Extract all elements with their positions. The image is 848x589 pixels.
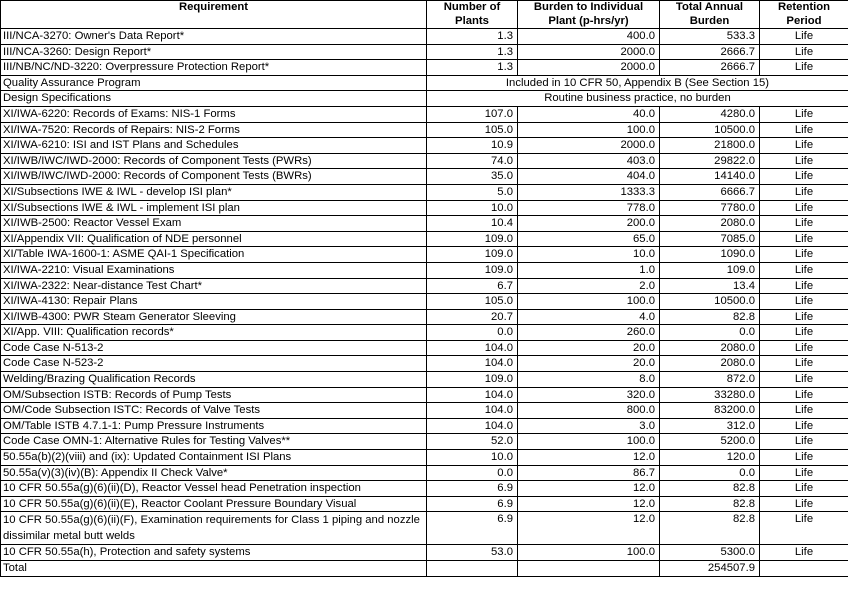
burden-cell: 100.0: [518, 434, 660, 450]
burden-cell: 800.0: [518, 403, 660, 419]
table-row: [1, 138, 848, 154]
burden-cell: 778.0: [518, 200, 660, 216]
burden-cell: 100.0: [518, 545, 660, 561]
total-cell: 2080.0: [660, 216, 760, 232]
table-row: [1, 372, 848, 388]
plants-cell: 6.9: [427, 496, 518, 512]
total-cell: 82.8: [660, 481, 760, 497]
burden-cell: 100.0: [518, 122, 660, 138]
burden-cell: 1333.3: [518, 184, 660, 200]
requirement-cell: OM/Table ISTB 4.7.1-1: Pump Pressure Instruments: [1, 418, 427, 434]
retention-cell: Life: [760, 294, 848, 310]
table-row: [1, 60, 848, 76]
total-row: [1, 561, 848, 577]
total-label: Total: [1, 561, 427, 577]
requirement-cell: 50.55a(b)(2)(viii) and (ix): Updated Containment ISI Plans: [1, 450, 427, 466]
plants-cell: 104.0: [427, 340, 518, 356]
retention-cell: Life: [760, 512, 848, 545]
requirement-cell: XI/IWB/IWC/IWD-2000: Records of Component Tests (PWRs): [1, 153, 427, 169]
plants-cell: 109.0: [427, 247, 518, 263]
table-row: [1, 184, 848, 200]
table-row: [1, 309, 848, 325]
burden-cell: 404.0: [518, 169, 660, 185]
burden-cell: 20.0: [518, 340, 660, 356]
header-burden-individual: Burden to Individual Plant (p-hrs/yr): [518, 1, 660, 29]
total-cell: 533.3: [660, 29, 760, 45]
plants-cell: 1.3: [427, 44, 518, 60]
plants-cell: 104.0: [427, 418, 518, 434]
table-row: [1, 278, 848, 294]
retention-cell: Life: [760, 44, 848, 60]
note-cell: Included in 10 CFR 50, Appendix B (See Section 15): [427, 75, 848, 91]
burden-cell: 86.7: [518, 465, 660, 481]
retention-cell: Life: [760, 216, 848, 232]
requirement-cell: 50.55a(v)(3)(iv)(B): Appendix II Check Valve*: [1, 465, 427, 481]
total-cell: 2666.7: [660, 60, 760, 76]
plants-cell: 10.0: [427, 200, 518, 216]
note-cell: Routine business practice, no burden: [427, 91, 848, 107]
total-cell: 5200.0: [660, 434, 760, 450]
retention-cell: Life: [760, 122, 848, 138]
total-cell: 7085.0: [660, 231, 760, 247]
total-cell: 5300.0: [660, 545, 760, 561]
header-plants: Number of Plants: [427, 1, 518, 29]
retention-cell: Life: [760, 247, 848, 263]
plants-cell: 6.9: [427, 512, 518, 545]
plants-cell: 6.9: [427, 481, 518, 497]
burden-cell: 320.0: [518, 387, 660, 403]
requirement-cell: XI/IWA-2210: Visual Examinations: [1, 262, 427, 278]
total-cell: 82.8: [660, 496, 760, 512]
table-row: [1, 106, 848, 122]
plants-cell: 105.0: [427, 294, 518, 310]
plants-cell: 35.0: [427, 169, 518, 185]
plants-cell: 1.3: [427, 29, 518, 45]
retention-cell: Life: [760, 340, 848, 356]
requirement-cell: XI/Table IWA-1600-1: ASME QAI-1 Specification: [1, 247, 427, 263]
total-cell: 120.0: [660, 450, 760, 466]
retention-cell: Life: [760, 60, 848, 76]
retention-cell: Life: [760, 372, 848, 388]
total-cell: 2666.7: [660, 44, 760, 60]
total-cell: 14140.0: [660, 169, 760, 185]
burden-cell: 65.0: [518, 231, 660, 247]
total-cell: 21800.0: [660, 138, 760, 154]
burden-cell: 12.0: [518, 512, 660, 545]
total-cell: 83200.0: [660, 403, 760, 419]
retention-cell: Life: [760, 418, 848, 434]
burden-cell: 2000.0: [518, 138, 660, 154]
total-cell: 0.0: [660, 325, 760, 341]
total-cell: 2080.0: [660, 340, 760, 356]
total-cell: 0.0: [660, 465, 760, 481]
table-row: [1, 450, 848, 466]
table-row: [1, 387, 848, 403]
plants-cell: 10.0: [427, 450, 518, 466]
plants-cell: 104.0: [427, 356, 518, 372]
retention-cell: Life: [760, 481, 848, 497]
total-cell: 29822.0: [660, 153, 760, 169]
retention-cell: Life: [760, 434, 848, 450]
total-cell: 872.0: [660, 372, 760, 388]
table-row: [1, 247, 848, 263]
requirement-cell: Welding/Brazing Qualification Records: [1, 372, 427, 388]
requirement-cell: 10 CFR 50.55a(h), Protection and safety systems: [1, 545, 427, 561]
requirement-cell: III/NCA-3270: Owner's Data Report*: [1, 29, 427, 45]
requirement-cell: XI/IWA-2322: Near-distance Test Chart*: [1, 278, 427, 294]
retention-cell: Life: [760, 262, 848, 278]
plants-cell: 0.0: [427, 325, 518, 341]
total-cell: 10500.0: [660, 294, 760, 310]
retention-cell: Life: [760, 496, 848, 512]
burden-cell: 12.0: [518, 450, 660, 466]
table-row: [1, 356, 848, 372]
total-cell: 7780.0: [660, 200, 760, 216]
total-cell: 13.4: [660, 278, 760, 294]
requirement-cell: III/NB/NC/ND-3220: Overpressure Protection Report*: [1, 60, 427, 76]
total-plants: [427, 561, 518, 577]
requirement-cell: XI/Appendix VII: Qualification of NDE personnel: [1, 231, 427, 247]
header-requirement: Requirement: [1, 1, 427, 29]
header-row: [1, 1, 848, 29]
total-cell: 1090.0: [660, 247, 760, 263]
plants-cell: 109.0: [427, 231, 518, 247]
retention-cell: Life: [760, 387, 848, 403]
burden-cell: 260.0: [518, 325, 660, 341]
requirement-cell: XI/IWA-6210: ISI and IST Plans and Schedules: [1, 138, 427, 154]
table-row: [1, 294, 848, 310]
plants-cell: 104.0: [427, 387, 518, 403]
retention-cell: Life: [760, 356, 848, 372]
retention-cell: Life: [760, 450, 848, 466]
total-cell: 109.0: [660, 262, 760, 278]
burden-cell: 400.0: [518, 29, 660, 45]
retention-cell: Life: [760, 138, 848, 154]
retention-cell: Life: [760, 200, 848, 216]
plants-cell: 10.4: [427, 216, 518, 232]
table-row: [1, 153, 848, 169]
table-row: [1, 481, 848, 497]
table-row: [1, 231, 848, 247]
retention-cell: Life: [760, 325, 848, 341]
plants-cell: 1.3: [427, 60, 518, 76]
plants-cell: 74.0: [427, 153, 518, 169]
table-row: [1, 545, 848, 561]
total-cell: 33280.0: [660, 387, 760, 403]
table-row: [1, 29, 848, 45]
requirement-cell: XI/Subsections IWE & IWL - implement ISI plan: [1, 200, 427, 216]
total-cell: 10500.0: [660, 122, 760, 138]
requirement-cell: XI/IWA-6220: Records of Exams: NIS-1 Forms: [1, 106, 427, 122]
burden-cell: 10.0: [518, 247, 660, 263]
table-body: [1, 29, 848, 561]
requirement-cell: XI/App. VIII: Qualification records*: [1, 325, 427, 341]
burden-cell: 12.0: [518, 496, 660, 512]
total-cell: 2080.0: [660, 356, 760, 372]
requirement-cell: XI/IWB/IWC/IWD-2000: Records of Component Tests (BWRs): [1, 169, 427, 185]
table-row: [1, 44, 848, 60]
table-row: [1, 216, 848, 232]
requirement-cell: OM/Subsection ISTB: Records of Pump Tests: [1, 387, 427, 403]
requirement-cell: XI/IWB-2500: Reactor Vessel Exam: [1, 216, 427, 232]
requirement-cell: OM/Code Subsection ISTC: Records of Valve Tests: [1, 403, 427, 419]
plants-cell: 104.0: [427, 403, 518, 419]
total-cell: 312.0: [660, 418, 760, 434]
retention-cell: Life: [760, 545, 848, 561]
requirement-cell: XI/IWB-4300: PWR Steam Generator Sleeving: [1, 309, 427, 325]
requirement-cell: III/NCA-3260: Design Report*: [1, 44, 427, 60]
total-retention: [760, 561, 848, 577]
requirement-cell: 10 CFR 50.55a(g)(6)(ii)(E), Reactor Coolant Pressure Boundary Visual: [1, 496, 427, 512]
burden-cell: 12.0: [518, 481, 660, 497]
retention-cell: Life: [760, 184, 848, 200]
table-row: [1, 340, 848, 356]
retention-cell: Life: [760, 29, 848, 45]
plants-cell: 5.0: [427, 184, 518, 200]
table-row: [1, 91, 848, 107]
total-burden: 254507.9: [660, 561, 760, 577]
header-total-burden: Total Annual Burden: [660, 1, 760, 29]
requirement-cell: XI/Subsections IWE & IWL - develop ISI plan*: [1, 184, 427, 200]
table-row: [1, 465, 848, 481]
plants-cell: 6.7: [427, 278, 518, 294]
burden-cell: 2.0: [518, 278, 660, 294]
retention-cell: Life: [760, 231, 848, 247]
burden-cell: 3.0: [518, 418, 660, 434]
requirement-cell: Code Case N-523-2: [1, 356, 427, 372]
burden-cell: 2000.0: [518, 60, 660, 76]
burden-cell: 8.0: [518, 372, 660, 388]
burden-cell: 20.0: [518, 356, 660, 372]
total-cell: 4280.0: [660, 106, 760, 122]
total-cell: 82.8: [660, 309, 760, 325]
burden-cell: 4.0: [518, 309, 660, 325]
table-row: [1, 325, 848, 341]
plants-cell: 0.0: [427, 465, 518, 481]
burden-cell: 100.0: [518, 294, 660, 310]
table-row: [1, 403, 848, 419]
retention-cell: Life: [760, 169, 848, 185]
plants-cell: 109.0: [427, 262, 518, 278]
plants-cell: 105.0: [427, 122, 518, 138]
retention-cell: Life: [760, 278, 848, 294]
table-row: [1, 169, 848, 185]
table-row: [1, 434, 848, 450]
burden-cell: 2000.0: [518, 44, 660, 60]
burden-cell: 1.0: [518, 262, 660, 278]
retention-cell: Life: [760, 106, 848, 122]
retention-cell: Life: [760, 465, 848, 481]
retention-cell: Life: [760, 309, 848, 325]
table-row: [1, 496, 848, 512]
requirement-cell: Quality Assurance Program: [1, 75, 427, 91]
requirement-cell: Code Case OMN-1: Alternative Rules for Testing Valves**: [1, 434, 427, 450]
requirement-cell: XI/IWA-7520: Records of Repairs: NIS-2 Forms: [1, 122, 427, 138]
retention-cell: Life: [760, 153, 848, 169]
plants-cell: 10.9: [427, 138, 518, 154]
table-row: [1, 418, 848, 434]
table-row: [1, 262, 848, 278]
requirement-cell: XI/IWA-4130: Repair Plans: [1, 294, 427, 310]
table-row: [1, 75, 848, 91]
plants-cell: 107.0: [427, 106, 518, 122]
table-row: [1, 512, 848, 545]
plants-cell: 52.0: [427, 434, 518, 450]
plants-cell: 20.7: [427, 309, 518, 325]
plants-cell: 109.0: [427, 372, 518, 388]
table-row: [1, 200, 848, 216]
burden-cell: 200.0: [518, 216, 660, 232]
requirement-cell: Design Specifications: [1, 91, 427, 107]
table-row: [1, 122, 848, 138]
total-cell: 82.8: [660, 512, 760, 545]
total-cell: 6666.7: [660, 184, 760, 200]
burden-cell: 403.0: [518, 153, 660, 169]
requirement-cell: Code Case N-513-2: [1, 340, 427, 356]
burden-cell: 40.0: [518, 106, 660, 122]
header-retention: Retention Period: [760, 1, 848, 29]
plants-cell: 53.0: [427, 545, 518, 561]
requirement-cell: 10 CFR 50.55a(g)(6)(ii)(F), Examination requirements for Class 1 piping and nozzle dissimilar metal butt welds: [1, 512, 427, 545]
requirement-cell: 10 CFR 50.55a(g)(6)(ii)(D), Reactor Vessel head Penetration inspection: [1, 481, 427, 497]
total-burden-individual: [518, 561, 660, 577]
retention-cell: Life: [760, 403, 848, 419]
